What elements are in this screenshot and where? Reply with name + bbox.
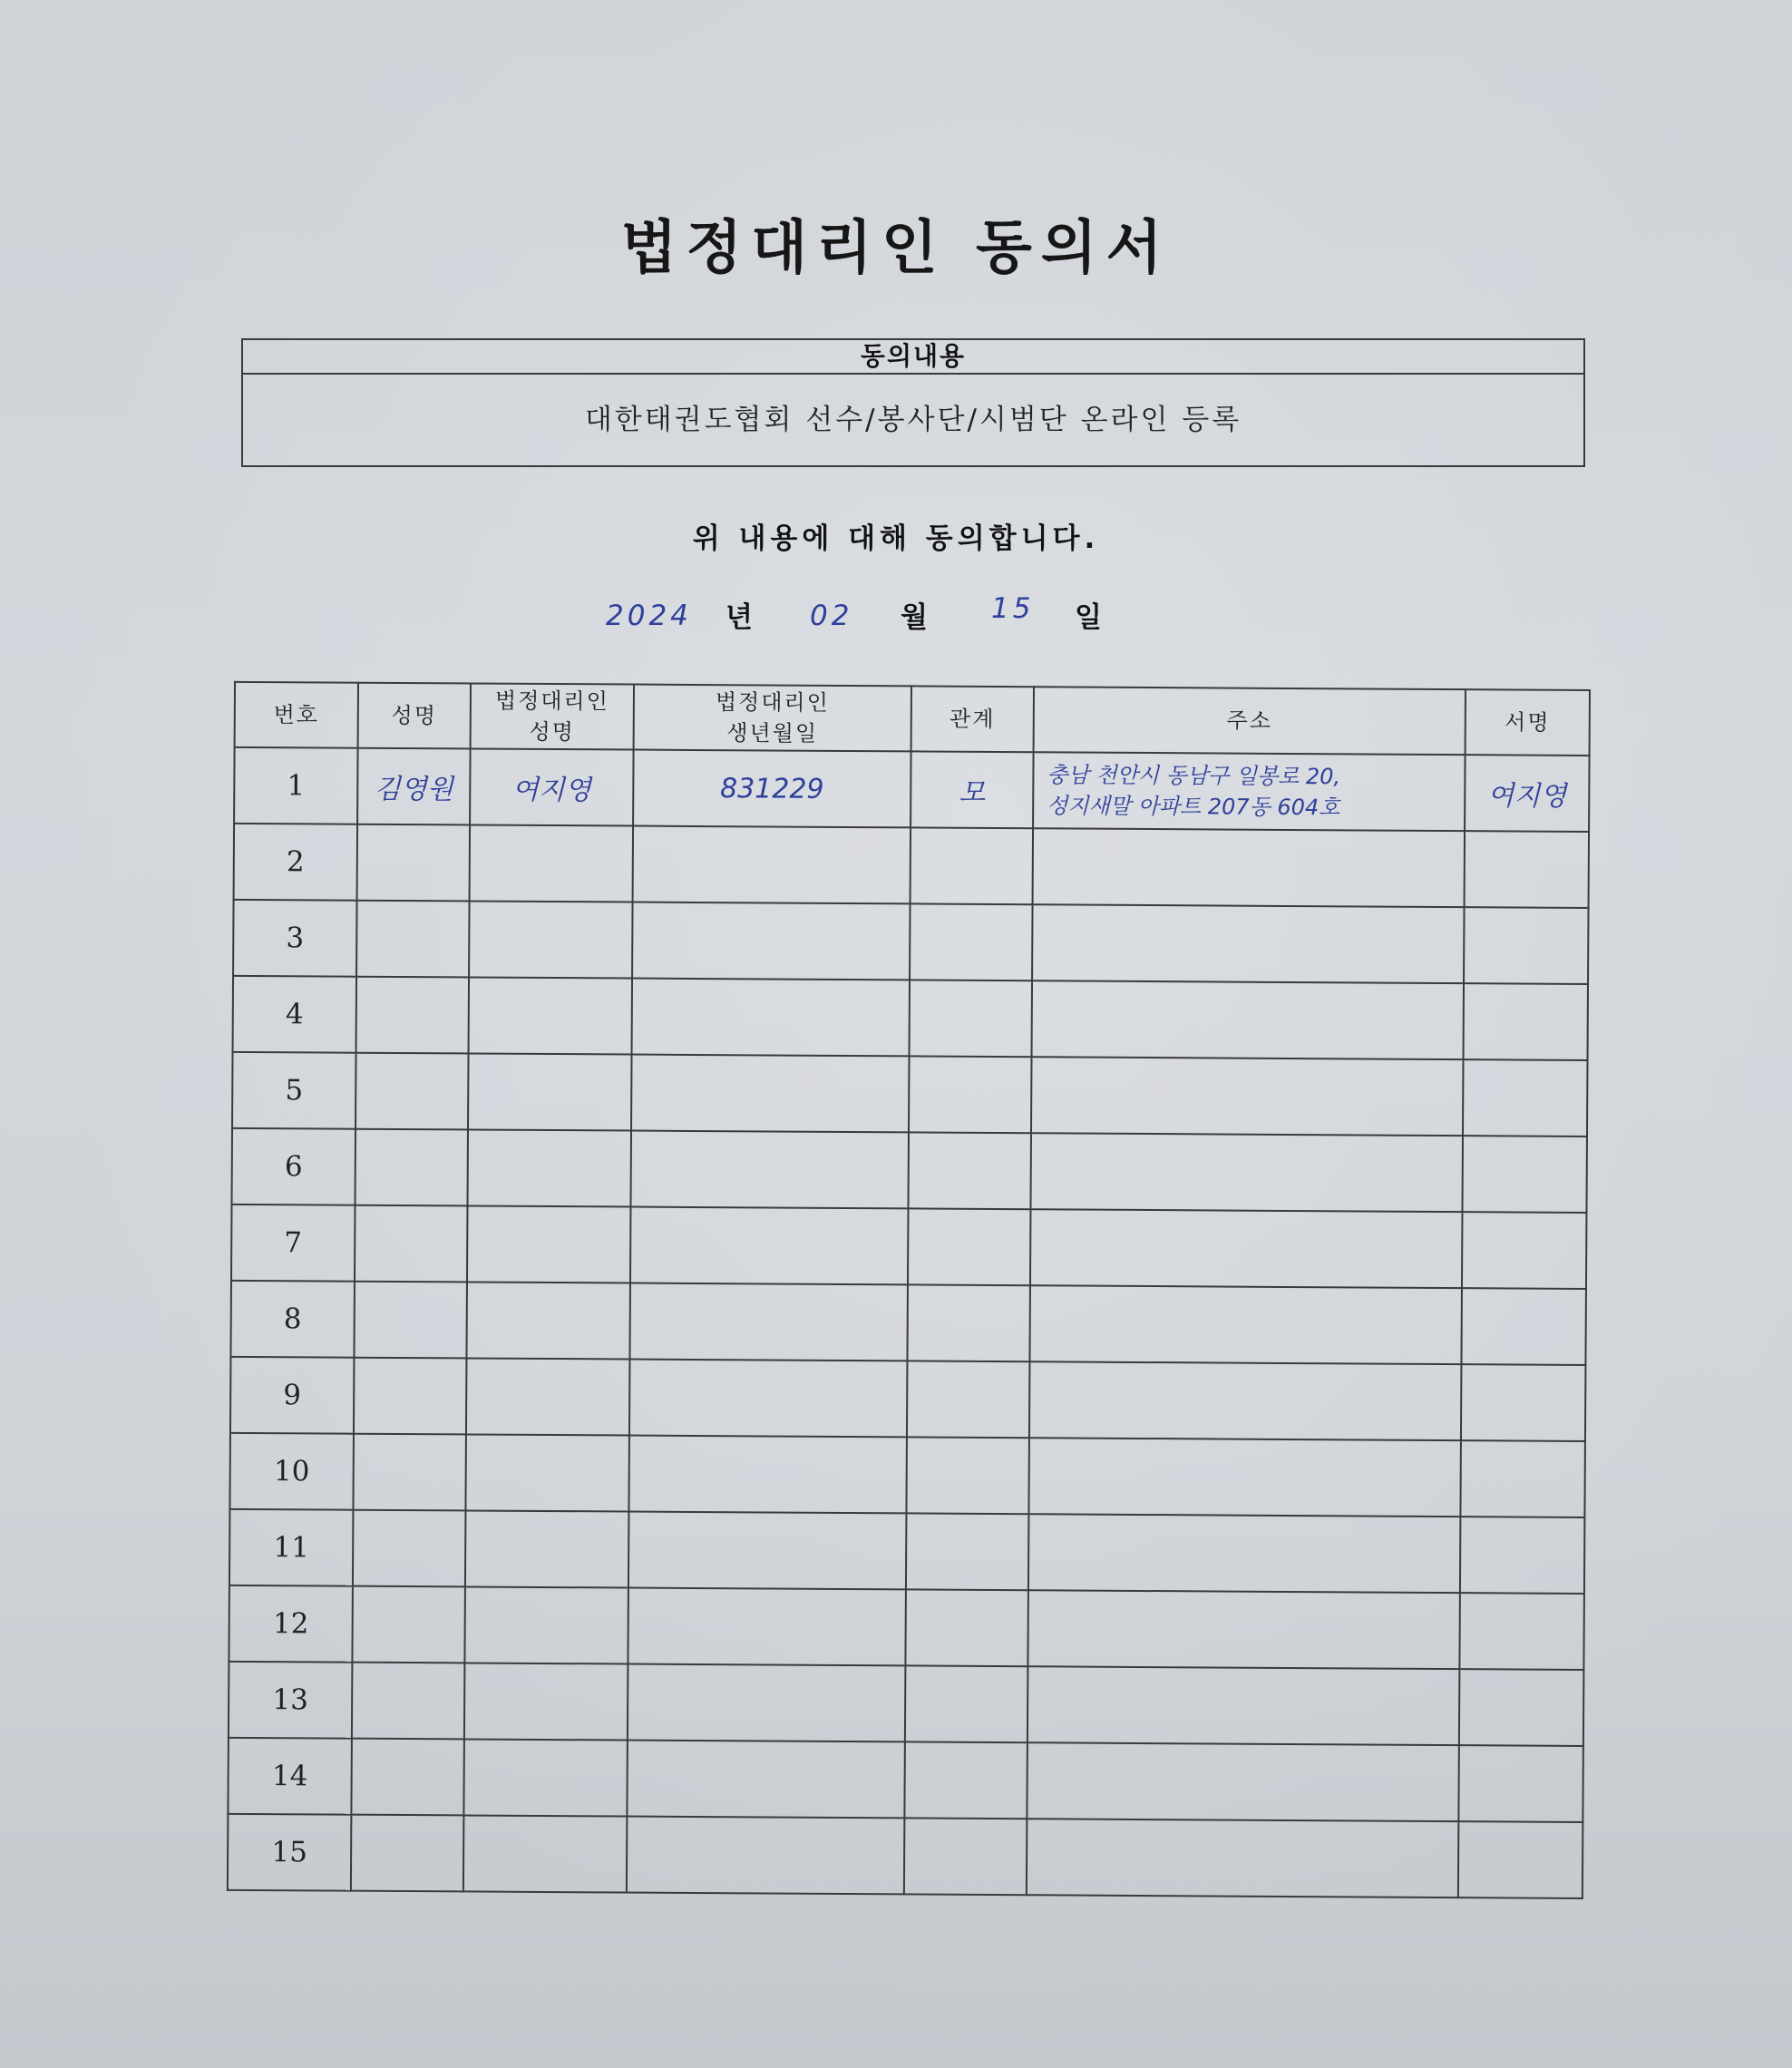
date-year-label: 년	[726, 601, 753, 634]
row-signature-cell	[1459, 1669, 1584, 1746]
row-relation-cell	[910, 903, 1033, 980]
row-no: 1	[234, 747, 358, 824]
agree-statement: 위 내용에 대해 동의합니다.	[692, 522, 1100, 555]
row-signature-cell	[1464, 983, 1589, 1060]
table-row	[230, 1357, 1585, 1441]
row-guardian-birth-cell	[627, 1741, 905, 1819]
header-guardian-name-line2: 성명	[529, 718, 575, 746]
row-name-cell	[353, 1510, 466, 1587]
row-guardian-name-cell	[466, 1358, 630, 1435]
table-row	[233, 900, 1588, 984]
row-no: 12	[229, 1585, 353, 1663]
header-guardian-birth	[634, 685, 911, 752]
row-address-cell	[1029, 1361, 1462, 1440]
row-guardian-name-cell	[469, 977, 633, 1054]
table-row	[229, 1433, 1584, 1517]
table-row	[229, 1662, 1583, 1746]
row-guardian-name-cell	[465, 1510, 629, 1587]
row-no: 11	[229, 1509, 354, 1586]
row-guardian-birth-cell	[630, 1207, 909, 1285]
row-no: 13	[229, 1662, 353, 1739]
row-no: 5	[232, 1052, 356, 1129]
document-title: 법정대리인 동의서	[620, 215, 1172, 282]
row-address-cell	[1028, 1438, 1461, 1517]
date-day-label: 일	[1075, 601, 1102, 634]
row-signature-cell	[1460, 1440, 1585, 1517]
consent-body: 대한태권도협회 선수/봉사단/시범단 온라인 등록	[584, 404, 1242, 436]
header-signature: 서명	[1466, 689, 1590, 756]
row-no: 8	[230, 1281, 355, 1358]
date-month-label: 월	[901, 601, 928, 634]
row-name-handwritten: 김영원	[357, 748, 471, 825]
row-no: 15	[228, 1814, 352, 1891]
row-guardian-birth-cell	[629, 1360, 908, 1438]
registration-table	[227, 681, 1591, 1899]
table-row	[228, 1738, 1583, 1822]
row-guardian-birth-cell	[629, 1283, 908, 1361]
row-guardian-birth-cell	[628, 1664, 906, 1742]
row-address-cell	[1032, 904, 1465, 983]
table-row	[234, 824, 1589, 908]
row-name-cell	[355, 1205, 468, 1283]
row-address-line2: 성지새말 아파트 207동 604호	[1047, 793, 1340, 821]
row-guardian-birth-cell	[631, 1055, 910, 1133]
table-row	[231, 1205, 1586, 1289]
row-signature-cell	[1460, 1517, 1585, 1594]
row-relation-cell	[904, 1818, 1027, 1895]
table-row	[234, 747, 1589, 832]
row-address-cell	[1032, 980, 1465, 1059]
row-guardian-name-cell	[463, 1815, 628, 1892]
row-address-cell	[1027, 1666, 1460, 1745]
row-relation-cell	[911, 827, 1034, 904]
row-address-cell	[1033, 828, 1466, 907]
row-name-cell	[357, 824, 471, 902]
row-guardian-name-cell	[467, 1129, 631, 1206]
row-signature-cell	[1464, 907, 1589, 984]
row-name-cell	[356, 977, 470, 1054]
row-guardian-name-cell	[465, 1434, 629, 1511]
row-signature-cell	[1458, 1745, 1583, 1822]
table-row	[228, 1814, 1583, 1898]
row-guardian-birth-cell	[627, 1817, 905, 1895]
date-month-handwritten: 02	[810, 600, 853, 632]
row-name-cell	[353, 1434, 466, 1511]
row-relation-cell	[907, 1361, 1030, 1438]
row-guardian-name-cell	[464, 1663, 628, 1740]
date-line	[0, 594, 1792, 639]
row-no: 6	[232, 1128, 356, 1205]
row-name-cell	[354, 1358, 467, 1435]
table-row	[232, 1128, 1587, 1213]
row-address-cell	[1031, 1057, 1464, 1136]
row-name-cell	[355, 1053, 469, 1130]
row-address-cell	[1027, 1742, 1459, 1821]
row-address-cell	[1027, 1590, 1460, 1669]
row-relation-cell	[909, 1056, 1032, 1133]
row-no: 2	[234, 824, 358, 901]
row-signature-cell	[1461, 1288, 1586, 1365]
row-signature-cell	[1463, 1059, 1588, 1136]
row-guardian-birth-cell	[628, 1588, 906, 1666]
row-relation-handwritten: 모	[911, 751, 1034, 828]
header-address: 주소	[1034, 687, 1466, 755]
row-guardian-birth-handwritten: 831229	[633, 750, 911, 828]
row-address-cell	[1030, 1133, 1463, 1212]
row-no: 10	[229, 1433, 354, 1510]
row-no: 14	[228, 1738, 352, 1815]
row-name-cell	[351, 1739, 464, 1816]
row-signature-cell	[1458, 1821, 1583, 1898]
row-signature-cell	[1462, 1136, 1587, 1213]
header-guardian-name	[471, 683, 634, 749]
row-relation-cell	[906, 1437, 1029, 1514]
row-guardian-name-cell	[467, 1205, 631, 1283]
header-no: 번호	[235, 682, 358, 748]
row-no: 3	[233, 900, 357, 977]
row-name-cell	[356, 901, 470, 978]
header-guardian-name-line1: 법정대리인	[494, 688, 609, 715]
row-relation-cell	[908, 1208, 1031, 1285]
date-year-handwritten: 2024	[606, 600, 692, 632]
table-row	[230, 1281, 1585, 1365]
row-name-cell	[351, 1815, 464, 1892]
row-guardian-name-handwritten: 여지영	[470, 748, 634, 825]
table-header-row	[235, 682, 1590, 756]
row-signature-cell	[1459, 1593, 1584, 1670]
row-guardian-birth-cell	[628, 1436, 907, 1514]
row-no: 4	[233, 976, 357, 1053]
row-signature-cell	[1465, 831, 1590, 908]
row-name-cell	[352, 1663, 465, 1740]
row-relation-cell	[907, 1284, 1030, 1361]
row-signature-cell	[1461, 1364, 1586, 1441]
table-row	[229, 1585, 1583, 1670]
table-row	[229, 1509, 1584, 1594]
row-name-cell	[352, 1586, 465, 1663]
row-relation-cell	[908, 1132, 1031, 1209]
row-relation-cell	[910, 980, 1033, 1057]
row-address-handwritten	[1033, 752, 1466, 831]
row-address-cell	[1030, 1209, 1463, 1288]
row-relation-cell	[906, 1513, 1029, 1590]
header-guardian-birth-line1: 법정대리인	[715, 689, 830, 716]
table-row	[232, 1052, 1587, 1136]
consent-header: 동의내용	[243, 340, 1583, 375]
row-guardian-birth-cell	[630, 1131, 909, 1209]
row-no: 7	[231, 1205, 355, 1282]
row-signature-handwritten: 여지영	[1465, 755, 1590, 832]
row-signature-cell	[1462, 1212, 1587, 1289]
row-guardian-birth-cell	[632, 979, 911, 1057]
date-day-handwritten: 15	[991, 592, 1035, 625]
row-guardian-name-cell	[464, 1586, 628, 1663]
row-guardian-name-cell	[466, 1282, 630, 1359]
row-relation-cell	[905, 1665, 1028, 1742]
header-relation: 관계	[911, 686, 1034, 752]
header-guardian-birth-line2: 생년월일	[726, 720, 819, 746]
row-relation-cell	[905, 1589, 1028, 1666]
table-row	[233, 976, 1588, 1060]
row-guardian-name-cell	[468, 1053, 632, 1130]
row-guardian-birth-cell	[632, 902, 911, 980]
row-address-cell	[1028, 1514, 1461, 1593]
row-guardian-name-cell	[470, 824, 634, 902]
row-name-cell	[355, 1129, 469, 1206]
row-no: 9	[230, 1357, 355, 1434]
row-name-cell	[354, 1282, 467, 1359]
row-guardian-birth-cell	[633, 826, 911, 904]
row-relation-cell	[904, 1741, 1027, 1819]
row-guardian-birth-cell	[628, 1512, 907, 1590]
row-address-line1: 충남 천안시 동남구 일봉로 20,	[1047, 762, 1341, 790]
row-guardian-name-cell	[463, 1739, 628, 1816]
row-guardian-name-cell	[469, 901, 633, 978]
consent-box	[241, 338, 1585, 467]
row-address-cell	[1029, 1285, 1462, 1364]
header-name: 성명	[358, 683, 471, 749]
row-address-cell	[1027, 1819, 1459, 1897]
